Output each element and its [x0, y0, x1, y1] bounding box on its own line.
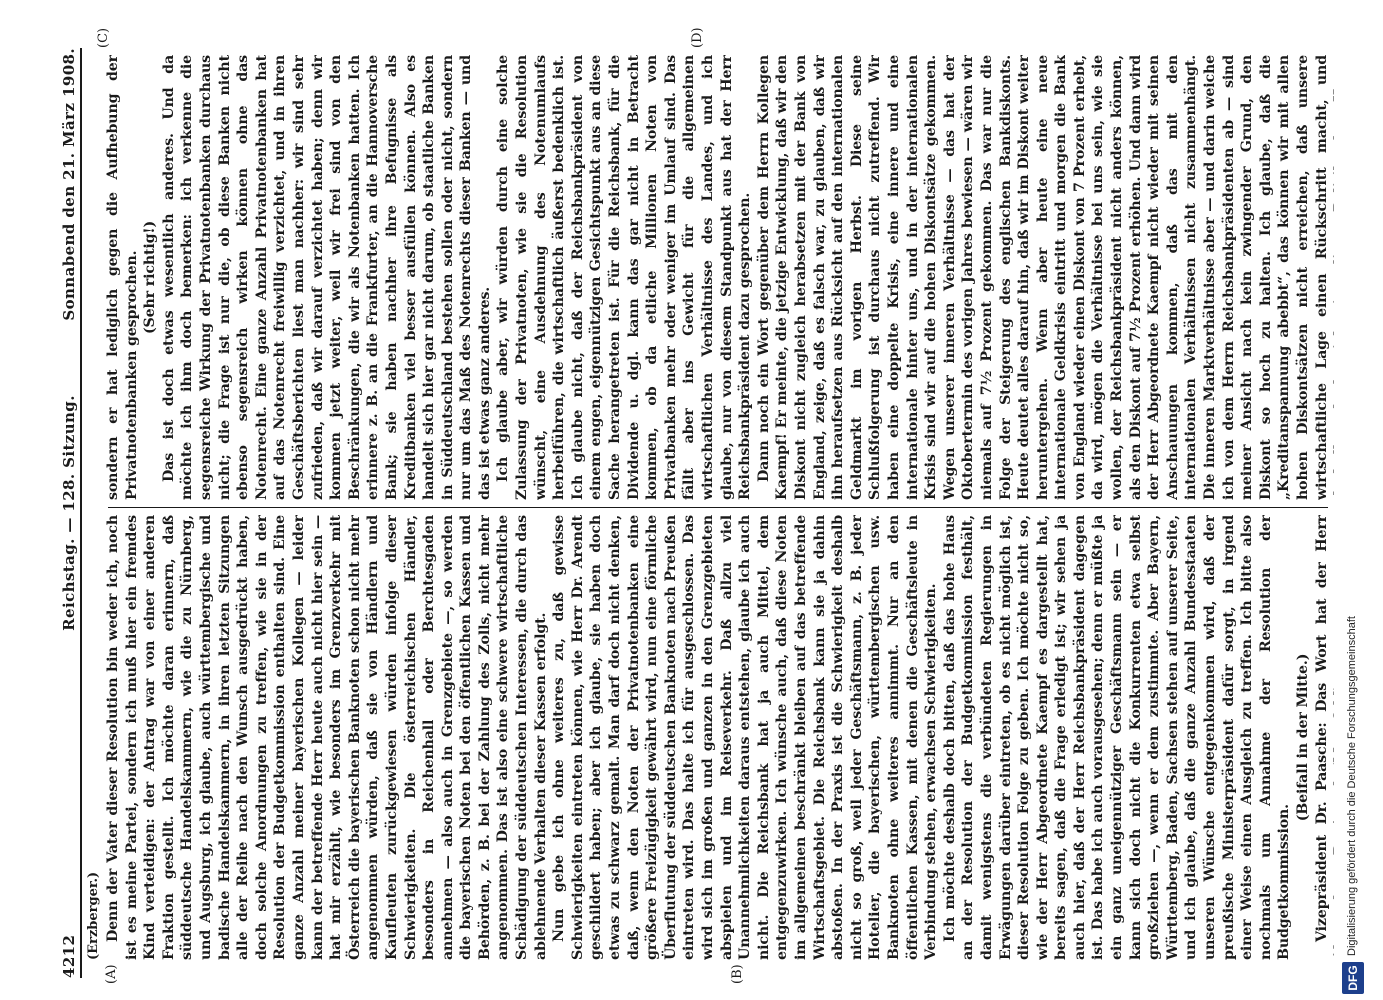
paragraph: Denn der Vater dieser Resolution bin weder ich, noch ist es meine Partei, sondern ich muß hier ein fremdes Kind verteidigen: der Antrag war von einer anderen Fraktion gestellt. Ich möchte daran erinnern, daß süddeutsche Handelskammern, wie die zu Nürnberg, und Augsburg, ich glaube, auch württembergische und badische Handelskammern, in ihren letzten Sitzungen alle der Reihe nach den Wunsch ausgedrückt haben, doch solche Anordnungen zu treffen, wie sie in der Resolution der Budgetkommission enthalten sind. Eine ganze Anzahl meiner bayerischen Kollegen — leider kann der betreffende Herr heute auch nicht hier sein — hat mir erzählt, wie besonders im Grenzverkehr mit Österreich die bayerischen Banknoten schon nicht mehr angenommen würden, daß sie von Händlern und Kaufleuten zurückgewiesen würden infolge dieser Schwierigkeiten. Die österreichischen Händler, besonders in Reichenhall oder Berchtesgaden annehmen — also auch in Grenzgebiete —, so werden die bayerischen Noten bei den öffentlichen Kassen und Behörden, z. B. bei der Zahlung des Zolls, nicht mehr angenommen. Das ist also eine schwere wirtschaftliche Schädigung der süddeutschen Interessen, die durch das ablehnende Verhalten dieser Kassen erfolgt. — [105, 515, 549, 960]
column-divider — [108, 507, 1328, 508]
interjection: (Beifall in der Mitte.) — [1295, 653, 1311, 822]
session-date: Sonnabend den 21. März 1908. — [60, 48, 78, 321]
paragraph: Ich glaube aber, wir würden durch eine solche Zulassung der Privatnoten, wie sie die Resolution wünscht, eine Ausdehnung des Notenumlaufs herbeiführen, die wirtschaftlich äußerst bedenklich ist. Ich glaube nicht, daß der Reichsbankpräsident von einem engen, eigennützigen Gesichtspunkt aus an diese Sache herangetreten ist. Für die Reichsbank, für die Dividende u. dgl. kann das gar nicht in Betracht kommen, ob da etliche Millionen Noten von Privatbanken mehr oder weniger im Umlauf sind. Das fällt aber ins Gewicht für die allgemeinen wirtschaftlichen Verhältnisse des Landes, und ich glaube, nur von diesem Standpunkt aus hat der Herr Reichsbankpräsident dazu gesprochen. — [495, 55, 754, 500]
page-number: 4212 — [60, 934, 78, 978]
credit-text: Digitalisierung gefördert durch die Deutsche Forschungsgemeinschaft — [1346, 616, 1358, 956]
paragraph: Nun gebe ich ohne weiteres zu, daß gewisse Schwierigkeiten eintreten können, wie Herr Dr. Arendt geschildert haben; aber ich glaube, sie haben doch etwas zu schwarz gemalt. Man darf doch nicht denken, daß, wenn den Noten der Privatnotenbanken eine größere Freizügigkeit gewährt wird, nun eine förmliche Überflutung der süddeutschen Banknoten nach Preußen eintreten wird. Das halte ich für ausgeschlossen. Das wird sich im großen und ganzen in den Grenzgebieten abspielen und im Reiseverkehr. Daß allzu viel Unannehmlichkeiten daraus entstehen, glaube ich auch nicht. Die Reichsbank hat ja auch Mittel, dem entgegenzuwirken. Ich wünsche auch, daß diese Noten im allgemeinen beschränkt bleiben auf das betreffende Wirtschaftsgebiet. Die Reichsbank kann sie ja dahin abstoßen. In der Praxis ist die Schwierigkeit deshalb nicht so groß, weil jeder Geschäftsmann, z. B. jeder Hotelier, die bayerischen, württembergischen usw. Banknoten ohne weiteres annimmt. Nur an den öffentlichen Kassen, mit denen die Geschäftsleute in Verbindung stehen, erwachsen Schwierigkeiten. — [551, 515, 940, 960]
paragraph: Das ist doch etwas wesentlich anderes. Und da möchte ich ihm doch bemerken: ich verkenne die segensreiche Wirkung der Privatnotenbanken durchaus nicht; die Frage ist nur die, ob diese Banken nicht ebenso segensreich wirken können ohne das Notenrecht. Eine ganze Anzahl Privatnotenbanken hat auf das Notenrecht freiwillig verzichtet, und in ihren Geschäftsberichten liest man nachher: wir sind sehr zufrieden, daß wir darauf verzichtet haben; denn wir kommen jetzt weiter, weil wir frei sind von den Beschränkungen, die wir als Notenbanken hatten. Ich erinnere z. B. an die Frankfurter, an die Hannoversche Bank; sie haben nachher ihre Befugnisse als Kreditbanken viel besser ausfüllen können. Also es handelt sich hier gar nicht darum, ob staatliche Banken in Süddeutschland bestehen sollen oder nicht, sondern nur um das Maß des Notenrechts dieser Banken — und das ist etwas ganz anderes. — [160, 55, 493, 500]
paragraph: sondern er hat lediglich gegen die Aufhebung der Privatnotenbanken gesprochen. — [105, 55, 140, 500]
session-title: Reichstag. — 128. Sitzung. — [60, 395, 78, 631]
page-header — [58, 48, 82, 978]
margin-marker-c: (C) — [96, 27, 111, 48]
paragraph: Ich möchte deshalb doch bitten, daß das hohe Haus an der Resolution der Budgetkommission festhält, damit wenigstens die verbündeten Regierungen in Erwägungen darüber eintreten, ob es nicht möglich ist, dieser Resolution Folge zu geben. Ich möchte nicht so, wie der Herr Abgeordnete Kaempf es dargestellt hat, bereits sagen, daß die Frage erledigt ist; wir sehen ja auch hier, daß der Herr Reichsbankpräsident dagegen ist. Das habe ich auch vorausgesehen; denn er müßte ja ein ganz uneigennütziger Geschäftsmann sein — er kann sich doch nicht die Konkurrenten etwa selbst großziehen —, wenn er dem zustimmte. Aber Bayern, Württemberg, Baden, Sachsen stehen auf unserer Seite, und ich glaube, daß die ganze Anzahl Bundesstaaten unseren Wünsche entgegenkommen wird, daß der preußische Ministerpräsident dafür sorgt, in irgend einer Weise einen Ausgleich zu treffen. Ich bitte also nochmals um Annahme der Resolution der Budgetkommission. — [941, 515, 1293, 960]
interjection: (Sehr richtig!) — [142, 220, 159, 335]
margin-marker-a: (A) — [104, 964, 119, 984]
digitization-credit — [1340, 0, 1380, 1000]
margin-marker-d: (D) — [690, 27, 705, 48]
right-column — [104, 55, 1334, 500]
speaker-tag: (Erzberger.) — [86, 871, 101, 960]
left-column — [104, 515, 1334, 960]
dfg-logo: DFG — [1342, 962, 1364, 994]
paragraph: Vizepräsident Dr. Paasche: Das Wort hat der Herr — [1313, 515, 1330, 942]
margin-marker-b: (B) — [730, 964, 745, 984]
paragraph: Dann noch ein Wort gegenüber dem Herrn Kollegen Kaempf! Er meinte, die jetzige Entwicklung, daß wir den Diskont nicht zugleich herabsetzen mit der Bank von England, zeige, daß es falsch war, zu glauben, daß wir ihn heraufsetzen aus Rücksicht auf den internationalen Geldmarkt im vorigen Herbst. Diese seine Schlußfolgerung ist durchaus nicht zutreffend. Wir haben eine doppelte Krisis, eine innere und eine internationale hinter uns, und in der internationalen Krisis sind wir auf die hohen Diskontsätze gekommen. Wegen unserer inneren Verhältnisse — das hat der Oktobertermin des vorigen Jahres bewiesen — wären wir niemals auf 7½ Prozent gekommen. Das war nur die Folge der Steigerung des englischen Bankdiskonts. Heute deutet alles darauf hin, daß wir im Diskont weiter heruntergehen. Wenn aber heute eine neue internationale Geldkrisis eintritt und morgen die Bank von England wieder einen Diskont von 7 Prozent erhebt, da wird, mögen die Verhältnisse bei uns sein, wie sie wollen, der Reichsbankpräsident nicht anders können, als den Diskont auf 7½ Prozent erhöhen. Und dann wird der Herr Abgeordnete Kaempf nicht wieder mit seinen Anschauungen kommen, daß das mit den internationalen Verhältnissen nicht zusammenhängt. Die inneren Marktverhältnisse aber — und darin weiche ich von dem Herrn Reichsbankpräsidenten ab — sind meiner Ansicht nach kein zwingender Grund, den Diskont so hoch zu halten. Ich glaube, daß die „Kreditanspannung abebbt“, das können wir mit allen hohen Diskontsätzen nicht erreichen, daß unsere wirtschaftliche Lage einen Rückschritt macht, und — [755, 55, 1330, 500]
